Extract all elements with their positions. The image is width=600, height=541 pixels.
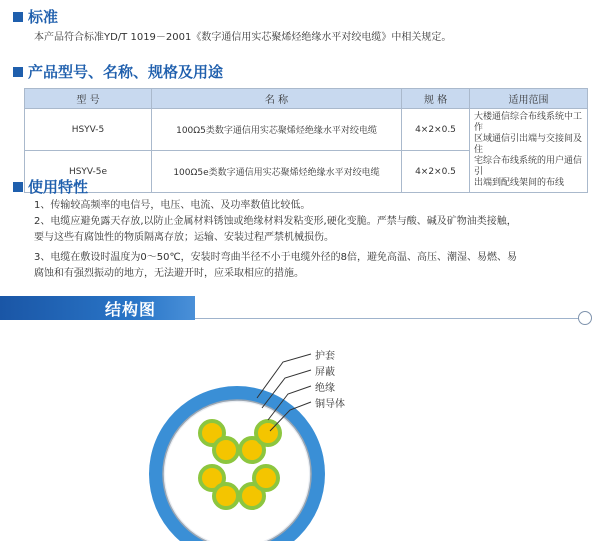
cell-spec: 4×2×0.5 [402,109,470,151]
label-insulation: 绝缘 [315,383,335,394]
label-sheath: 护套 [315,351,335,362]
usage-line: 2、电缆应避免露天存放,以防止金属材料锈蚀或绝缘材料发粘变形,硬化变脆。严禁与酸、碱及矿物油类接触， [34,216,517,227]
header-spec: 规 格 [402,89,470,109]
range-line: 出端到配线架间的布线 [474,178,565,188]
header-name: 名 称 [152,89,402,109]
usage-heading-text: 使用特性 [28,178,89,196]
structure-title: 结构图 [105,300,157,319]
cell-model: HSYV-5e [25,151,152,193]
range-line: 区域通信引出端与交接间及住 [474,134,583,155]
usage-line: 3、电缆在敷设时温度为0～50℃，安装时弯曲半径不小于电缆外径的8倍，避免高温、高压、潮湿、易燃、易 [34,252,518,263]
header-range: 适用范围 [470,89,588,109]
label-conductor: 铜导体 [315,399,345,410]
cell-name: 100Ω5类数字通信用实芯聚烯烃绝缘水平对绞电缆 [152,109,402,151]
usage-line: 腐蚀和有强烈振动的地方，无法避开时，应采取相应的措施。 [34,268,304,279]
cell-name: 100Ω5e类数字通信用实芯聚烯烃绝缘水平对绞电缆 [152,151,402,193]
conductor-icon [214,484,238,508]
models-heading-text: 产品型号、名称、规格及用途 [28,63,224,81]
usage-line: 要与这些有腐蚀性的物质隔离存放；运输、安装过程严禁机械损伤。 [34,232,334,243]
conductor-icon [214,438,238,462]
conductor-icon [254,466,278,490]
range-line: 大楼通信综合布线系统中工作 [474,112,583,133]
cable-core [165,402,309,541]
header-model: 型 号 [25,89,152,109]
usage-line: 1、传输较高频率的电信号，电压、电流、及功率数值比较低。 [34,200,311,211]
range-line: 宅综合布线系统的用户通信引 [474,156,583,177]
standard-heading-text: 标准 [28,8,59,26]
cell-model: HSYV-5 [25,109,152,151]
cell-spec: 4×2×0.5 [402,151,470,193]
standard-text: 本产品符合标准YD/T 1019－2001《数字通信用实芯聚烯烃绝缘水平对绞电缆》中相关规定。 [34,32,452,43]
label-shield: 屏蔽 [315,367,335,378]
